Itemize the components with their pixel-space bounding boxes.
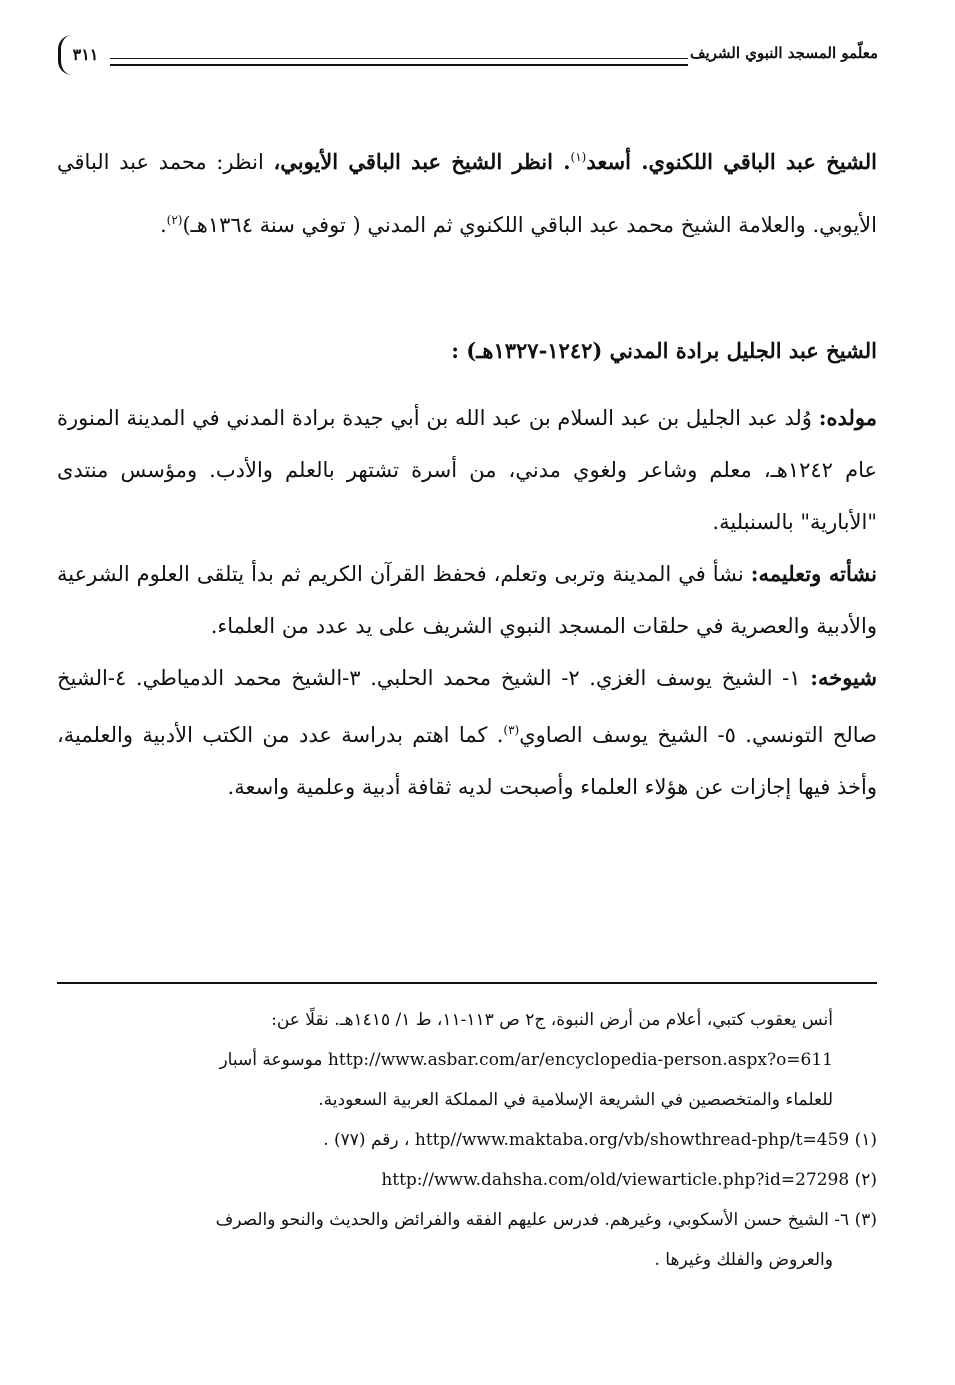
- source-line-1: أنس يعقوب كتبي، أعلام من أرض النبوة، ج٢ ص ١١٣-١١، ط ١/ ١٤١٥هـ. نقلًا عن:: [271, 1010, 833, 1030]
- running-header: [58, 32, 878, 82]
- source-line-3: للعلماء والمتخصصين في الشريعة الإسلامية في المملكة العربية السعودية.: [318, 1090, 833, 1110]
- section-title: الشيخ عبد الجليل برادة المدني (١٢٤٢-١٣٢٧هـ) :: [451, 338, 877, 363]
- birth-text: وُلد عبد الجليل بن عبد السلام بن عبد الله بن أبي جيدة برادة المدني في المدينة المنورة عام ١٢٤٢هـ، معلم وشاعر ولغوي مدني، من أسرة تشتهر بالعلم والأدب. ومؤسس منتدى "الأبارية" بالسنبلية.: [57, 406, 877, 534]
- education-text: نشأ في المدينة وتربى وتعلم، فحفظ القرآن الكريم ثم بدأ يتلقى العلوم الشرعية والأدبية والعصرية في حلقات المسجد النبوي الشريف على يد عدد من العلماء.: [57, 562, 877, 638]
- footnote-1-tail: ، رقم (٧٧) .: [323, 1130, 410, 1150]
- footnote-ref-3: (٣): [503, 723, 520, 737]
- education-paragraph: [57, 548, 877, 652]
- source-line-2: [57, 1040, 877, 1080]
- teachers-paragraph: [57, 652, 877, 813]
- footnote-3: [57, 1200, 877, 1240]
- education-label: نشأته وتعليمه:: [750, 561, 877, 586]
- footnote-2-marker: (٢): [854, 1170, 877, 1190]
- footnote-ref-1: (١): [570, 150, 587, 164]
- header-rule: [110, 58, 688, 66]
- entry1-text: انظر: محمد عبد الباقي الأيوبي. والعلامة الشيخ محمد عبد الباقي اللكنوي ثم المدني ( توفي سنة ١٣٦٤هـ): [57, 150, 877, 237]
- footnote-ref-2: (٢): [166, 213, 183, 227]
- source-url[interactable]: http://www.asbar.com/ar/encyclopedia-person.aspx?o=611: [327, 1050, 833, 1070]
- footnote-separator: [57, 982, 877, 984]
- teachers-label: شيوخه:: [810, 665, 877, 690]
- entry-abdulbaqi: [57, 128, 877, 254]
- footnote-1: [57, 1120, 877, 1160]
- page-number: ٣١١: [58, 35, 110, 75]
- footnote-3-marker: (٣): [854, 1210, 877, 1230]
- birth-label: مولده:: [818, 405, 877, 430]
- entry1-end: .: [159, 213, 167, 237]
- footnote-2: [57, 1160, 877, 1200]
- teachers-text-after: . كما اهتم بدراسة عدد من الكتب الأدبية والعلمية، وأخذ فيها إجازات عن هؤلاء العلماء وأصبحت لديه ثقافة أدبية وعلمية واسعة.: [57, 723, 877, 799]
- entry1-bold-b: . انظر الشيخ عبد الباقي الأيوبي،: [273, 149, 571, 174]
- footnotes: [57, 1000, 877, 1280]
- header-title: معلّمو المسجد النبوي الشريف: [689, 44, 878, 62]
- birth-paragraph: [57, 392, 877, 548]
- footnote-1-marker: (١): [854, 1130, 877, 1150]
- footnote-3-line-2: والعروض والفلك وغيرها .: [654, 1250, 833, 1270]
- teachers-text: ١- الشيخ يوسف الغزي. ٢- الشيخ محمد الحلبي. ٣-الشيخ محمد الدمياطي. ٤-الشيخ صالح التونسي. ٥- الشيخ يوسف الصاوي: [57, 666, 877, 747]
- footnote-2-url[interactable]: http://www.dahsha.com/old/viewarticle.php?id=27298: [381, 1170, 850, 1190]
- entry1-bold-a: الشيخ عبد الباقي اللكنوي. أسعد: [586, 149, 877, 174]
- biography-body: [57, 392, 877, 813]
- footnote-1-url[interactable]: http//www.maktaba.org/vb/showthread-php/t=459: [414, 1130, 850, 1150]
- footnote-3-line-1: ٦- الشيخ حسن الأسكوبي، وغيرهم. فدرس عليهم الفقه والفرائض والحديث والنحو والصرف: [215, 1210, 850, 1230]
- source-line-2-tail: موسوعة أسبار: [219, 1050, 323, 1070]
